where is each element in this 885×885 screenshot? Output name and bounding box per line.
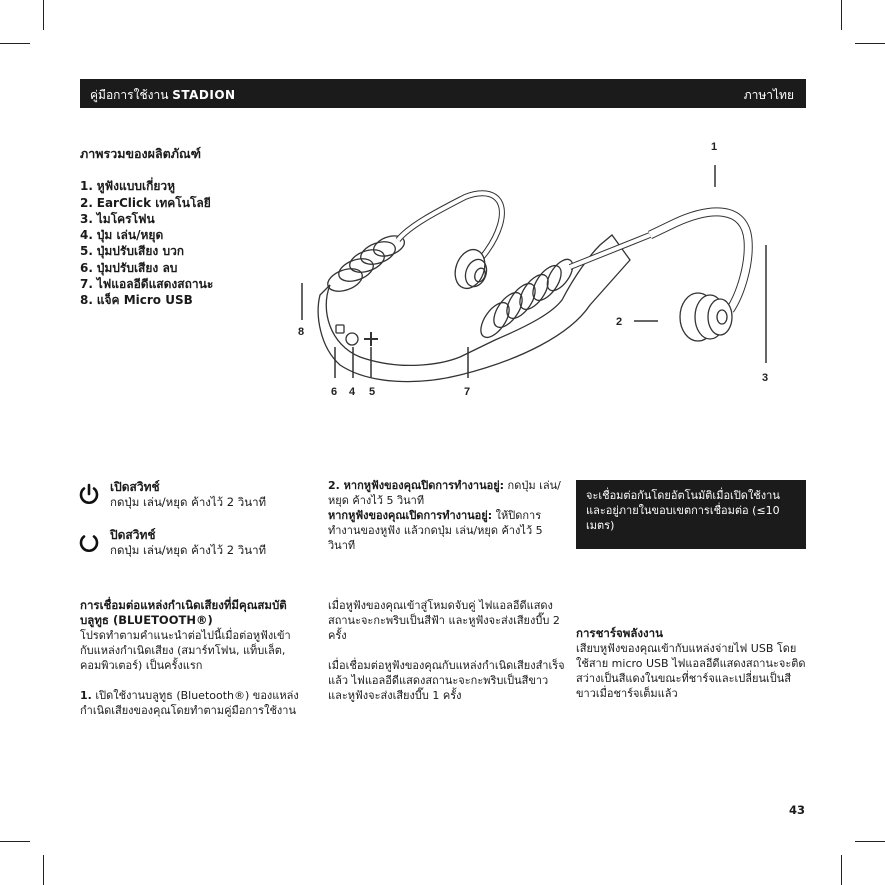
charging-section [576,626,806,701]
item-number: 1. [80,179,93,194]
callout-2: 2 [616,316,623,328]
play-pause-button [346,333,358,345]
state-off-heading: 2. หากหูฟังของคุณปิดการทำงานอยู่: [328,479,505,492]
overview-item [80,178,213,194]
headphone-diagram [290,135,790,405]
overview-item [80,195,213,211]
product-overview [80,146,213,309]
overview-item [80,211,213,227]
coil-left [325,232,407,295]
callout-5: 5 [369,386,376,398]
crop-mark [855,43,885,44]
item-label: ปุ่ม เล่น/หยุด [96,228,164,243]
item-number: 8. [80,293,93,308]
header-brand: STADION [172,88,236,102]
page-number: 43 [789,803,806,817]
overview-item [80,227,213,243]
item-label: หูฟังแบบเกี่ยวหู [96,179,176,194]
bluetooth-step-1 [80,688,300,718]
item-label: ไฟแอลอีดีแสดงสถานะ [96,277,214,292]
power-off-title: ปิดสวิทช์ [110,528,156,542]
header-title [90,86,236,105]
item-number: 4. [80,228,93,243]
item-label: แจ็ค Micro USB [96,293,193,308]
callout-4: 4 [349,386,356,398]
header-bar [80,79,806,108]
volume-up-button [364,332,378,346]
item-label: ปุ่มปรับเสียง บวก [96,244,185,259]
callout-1: 1 [711,141,718,153]
item-number: 5. [80,244,93,259]
auto-connect-callout [576,480,806,549]
overview-item [80,243,213,259]
callout-3: 3 [762,372,769,384]
header-language: ภาษาไทย [743,88,794,102]
crop-mark [855,841,885,842]
charging-heading: การชาร์จพลังงาน [576,626,663,640]
pairing-text: เมื่อหูฟังของคุณเข้าสู่โหมดจับคู่ ไฟแอลอีดีแสดงสถานะจะกะพริบเป็นสีฟ้า และหูฟังจะส่งเสียงบี๊บ 2 ครั้ง [328,599,560,642]
crop-mark [0,43,30,44]
item-number: 3. [80,211,93,226]
headphone-state-section [328,478,568,553]
crop-mark [841,0,842,30]
charging-text: เสียบหูฟังของคุณเข้ากับแหล่งจ่ายไฟ USB โดยใช้สาย micro USB ไฟแอลอีดีแสดงสถานะจะติดสว่างเป็นสีแดงในขณะที่ชาร์จและเปลี่ยนเป็นสีขาวเมื่อชาร์จเต็มแล้ว [576,642,806,700]
pairing-section [328,598,568,703]
overview-item [80,292,213,308]
callout-text: จะเชื่อมต่อกันโดยอัตโนมัติเมื่อเปิดใช้งานและอยู่ภายในขอบเขตการเชื่อมต่อ (≤10 เมตร) [586,489,780,532]
power-on-title: เปิดสวิทช์ [110,480,160,494]
power-on-text: กดปุ่ม เล่น/หยุด ค้างไว้ 2 วินาที [110,495,267,509]
callout-6: 6 [331,386,338,398]
state-off-para [328,478,568,508]
micro-usb-port [336,325,344,333]
state-on-text: ให้ปิดการทำงานของหูฟัง แล้วกดปุ่ม เล่น/หยุด ค้างไว้ 5 วินาที [328,509,543,552]
callout-7: 7 [464,386,471,398]
item-label: EarClick เทคโนโลยี [96,195,211,210]
item-number: 6. [80,260,93,275]
callout-8: 8 [298,326,305,338]
crop-mark [841,855,842,885]
overview-heading: ภาพรวมของผลิตภัณฑ์ [80,146,201,161]
earbud-right [680,293,732,341]
state-off-text: กดปุ่ม เล่น/หยุด ค้างไว้ 5 วินาที [328,479,561,507]
crop-mark [0,841,30,842]
item-number: 2. [80,195,93,210]
item-number: 7. [80,277,93,292]
item-label: ไมโครโฟน [96,211,155,226]
overview-item [80,276,213,292]
step-text: เปิดใช้งานบลูทูธ (Bluetooth®) ของแหล่งกำเนิดเสียงของคุณโดยทำตามคู่มือการใช้งาน [80,689,299,717]
state-on-heading: หากหูฟังของคุณเปิดการทำงานอยู่: [328,509,493,522]
crop-mark [43,855,44,885]
bluetooth-intro: โปรดทำตามคำแนะนำต่อไปนี้เมื่อต่อหูฟังเข้ากับแหล่งกำเนิดเสียง (สมาร์ทโฟน, แท็บเล็ต, คอมพิวเตอร์) เป็นครั้งแรก [80,629,291,672]
state-on-para [328,508,568,553]
bluetooth-section [80,598,300,718]
item-label: ปุ่มปรับเสียง ลบ [96,260,178,275]
step-number: 1. [80,689,92,702]
bluetooth-heading: การเชื่อมต่อแหล่งกำเนิดเสียงที่มีคุณสมบัติบลูทูธ (BLUETOOTH®) [80,598,287,627]
power-off-text: กดปุ่ม เล่น/หยุด ค้างไว้ 2 วินาที [110,543,267,557]
connected-text: เมื่อเชื่อมต่อหูฟังของคุณกับแหล่งกำเนิดเสียงสำเร็จแล้ว ไฟแอลอีดีแสดงสถานะจะกะพริบเป็นสีขาว และหูฟังจะส่งเสียงบี๊บ 1 ครั้ง [328,659,565,702]
crop-mark [43,0,44,30]
overview-list [80,178,213,308]
power-on-icon [78,483,100,505]
header-title-prefix: คู่มือการใช้งาน [90,88,169,102]
power-off-icon [78,531,100,553]
overview-item [80,260,213,276]
